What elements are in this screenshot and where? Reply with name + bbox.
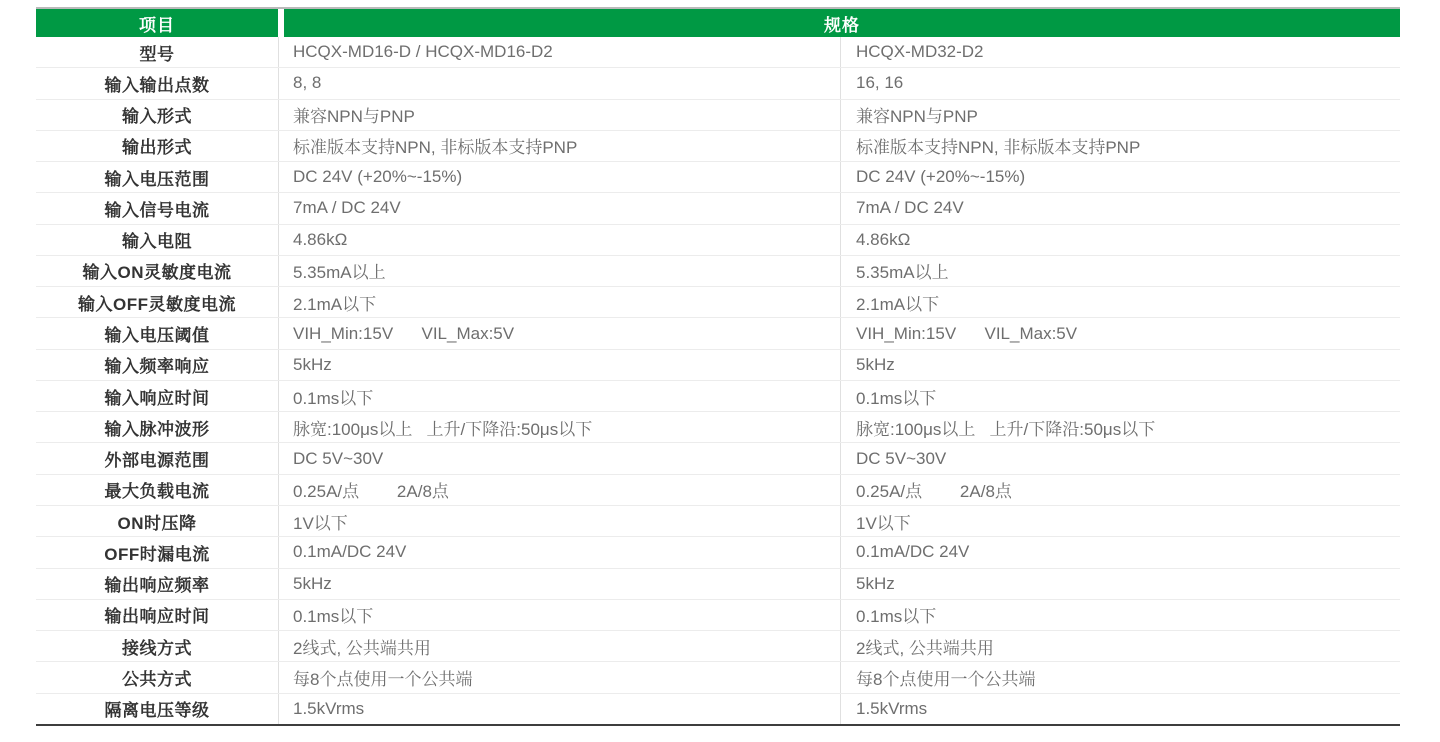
row-spec-model1: 0.1mA/DC 24V (278, 537, 840, 567)
row-spec-model2: DC 24V (+20%~-15%) (840, 162, 1400, 192)
row-spec-model1: 8, 8 (278, 68, 840, 98)
row-spec-model2: 0.1mA/DC 24V (840, 537, 1400, 567)
row-spec-model2: 0.1ms以下 (840, 381, 1400, 411)
table-row (36, 225, 1400, 256)
table-row (36, 37, 1400, 68)
row-spec-model2: 脉宽:100μs以上 上升/下降沿:50μs以下 (840, 412, 1400, 442)
row-spec-model1: 0.1ms以下 (278, 381, 840, 411)
table-header-row (36, 7, 1400, 37)
row-label: 输入ON灵敏度电流 (82, 263, 232, 283)
row-spec-model2: DC 5V~30V (840, 443, 1400, 473)
row-spec-model1: 每8个点使用一个公共端 (278, 662, 840, 692)
row-label: 公共方式 (122, 669, 192, 689)
table-row (36, 162, 1400, 193)
spec-table-body (36, 37, 1400, 726)
row-spec-model2: VIH_Min:15V VIL_Max:5V (840, 318, 1400, 348)
row-label: 输出响应时间 (104, 607, 210, 627)
table-row (36, 381, 1400, 412)
table-row (36, 287, 1400, 318)
row-label: 输入信号电流 (104, 200, 210, 220)
row-label: 输入电阻 (122, 232, 192, 252)
row-spec-model2: HCQX-MD32-D2 (840, 37, 1400, 67)
row-label: OFF时漏电流 (104, 544, 210, 564)
row-spec-model1: 5.35mA以上 (278, 256, 840, 286)
header-item-cell: 项目 (36, 9, 278, 37)
row-label: 最大负载电流 (104, 482, 210, 502)
table-row (36, 537, 1400, 568)
table-row (36, 475, 1400, 506)
row-spec-model1: 脉宽:100μs以上 上升/下降沿:50μs以下 (278, 412, 840, 442)
table-row (36, 600, 1400, 631)
row-label: 输入OFF灵敏度电流 (78, 294, 236, 314)
row-label: 输出响应频率 (104, 576, 210, 596)
row-label: 输入响应时间 (104, 388, 210, 408)
row-label: 型号 (139, 44, 175, 64)
row-spec-model1: 1.5kVrms (278, 694, 840, 724)
row-label: 隔离电压等级 (104, 701, 210, 721)
table-row (36, 694, 1400, 724)
row-label: ON时压降 (117, 513, 197, 533)
table-row (36, 256, 1400, 287)
row-spec-model2: 标准版本支持NPN, 非标版本支持PNP (840, 131, 1400, 161)
table-row (36, 443, 1400, 474)
row-spec-model1: 4.86kΩ (278, 225, 840, 255)
row-spec-model1: 7mA / DC 24V (278, 193, 840, 223)
row-label: 外部电源范围 (104, 451, 210, 471)
row-spec-model2: 0.1ms以下 (840, 600, 1400, 630)
table-row (36, 318, 1400, 349)
row-spec-model1: DC 24V (+20%~-15%) (278, 162, 840, 192)
table-row (36, 193, 1400, 224)
table-row (36, 631, 1400, 662)
row-spec-model1: DC 5V~30V (278, 443, 840, 473)
table-row (36, 506, 1400, 537)
row-label: 输入形式 (122, 107, 192, 127)
row-label: 接线方式 (122, 638, 192, 658)
row-spec-model1: HCQX-MD16-D / HCQX-MD16-D2 (278, 37, 840, 67)
table-row (36, 412, 1400, 443)
row-spec-model2: 5kHz (840, 350, 1400, 380)
header-spec-cell: 规格 (284, 9, 1400, 37)
row-spec-model2: 5.35mA以上 (840, 256, 1400, 286)
table-row (36, 100, 1400, 131)
row-label: 输出形式 (122, 138, 192, 158)
row-spec-model1: 标准版本支持NPN, 非标版本支持PNP (278, 131, 840, 161)
table-row (36, 569, 1400, 600)
table-row (36, 131, 1400, 162)
row-spec-model2: 16, 16 (840, 68, 1400, 98)
row-spec-model2: 2线式, 公共端共用 (840, 631, 1400, 661)
row-label: 输入电压阈值 (104, 326, 210, 346)
row-label: 输入脉冲波形 (104, 419, 210, 439)
spec-table (36, 7, 1400, 726)
row-spec-model2: 5kHz (840, 569, 1400, 599)
row-spec-model2: 兼容NPN与PNP (840, 100, 1400, 130)
row-spec-model1: 2线式, 公共端共用 (278, 631, 840, 661)
row-spec-model2: 7mA / DC 24V (840, 193, 1400, 223)
row-spec-model1: 2.1mA以下 (278, 287, 840, 317)
row-spec-model2: 1V以下 (840, 506, 1400, 536)
row-spec-model2: 0.25A/点 2A/8点 (840, 475, 1400, 505)
row-spec-model1: VIH_Min:15V VIL_Max:5V (278, 318, 840, 348)
row-spec-model1: 5kHz (278, 350, 840, 380)
row-spec-model2: 2.1mA以下 (840, 287, 1400, 317)
table-row (36, 350, 1400, 381)
row-spec-model1: 0.25A/点 2A/8点 (278, 475, 840, 505)
row-label: 输入输出点数 (104, 75, 210, 95)
table-row (36, 68, 1400, 99)
table-row (36, 662, 1400, 693)
row-spec-model2: 4.86kΩ (840, 225, 1400, 255)
row-label: 输入频率响应 (104, 357, 210, 377)
row-spec-model1: 兼容NPN与PNP (278, 100, 840, 130)
row-spec-model2: 每8个点使用一个公共端 (840, 662, 1400, 692)
row-spec-model2: 1.5kVrms (840, 694, 1400, 724)
row-spec-model1: 5kHz (278, 569, 840, 599)
row-label: 输入电压范围 (104, 169, 210, 189)
row-spec-model1: 0.1ms以下 (278, 600, 840, 630)
row-spec-model1: 1V以下 (278, 506, 840, 536)
